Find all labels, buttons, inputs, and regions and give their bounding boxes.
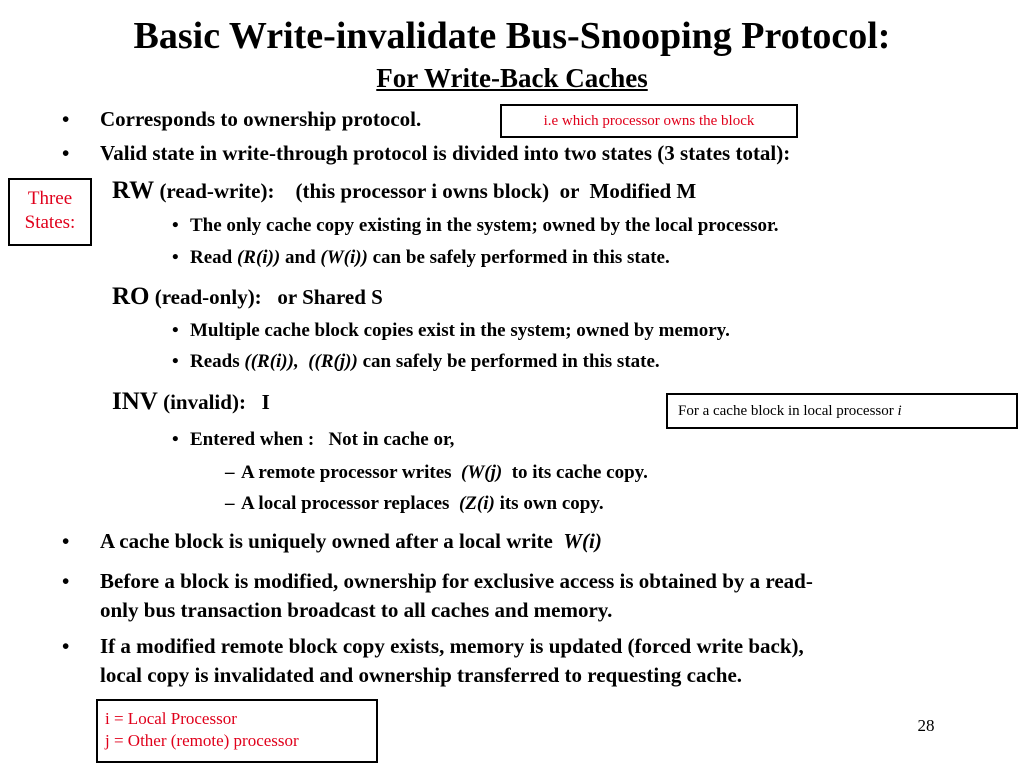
bullet-marker: • — [62, 634, 70, 658]
local-processor-note-box — [666, 393, 1018, 429]
state-inv-code: INV — [112, 388, 158, 415]
state-rw-code: RW — [112, 177, 155, 204]
state-inv — [112, 389, 270, 415]
state-inv-desc: (invalid): I — [157, 390, 270, 414]
text-run-italic: W(i) — [563, 529, 602, 553]
text-run: can safely be performed in this state. — [357, 351, 660, 372]
text-run: A cache block is uniquely owned after a local write — [100, 529, 564, 553]
bullet-marker: • — [172, 247, 179, 268]
text-run: Reads — [190, 351, 245, 372]
bullet-text — [100, 528, 602, 554]
state-rw — [112, 178, 696, 204]
bullet-text-line2: only bus transaction broadcast to all caches and memory. — [100, 598, 613, 622]
bullet-marker: • — [62, 529, 70, 553]
rw-sub-2-text — [190, 246, 670, 270]
legend-box — [96, 699, 378, 763]
text-run: can be safely performed in this state. — [367, 247, 670, 268]
text-run — [299, 351, 309, 372]
legend-line-i: i = Local Processor — [105, 709, 237, 728]
text-run-italic: ((R(i)), — [244, 351, 299, 372]
dash-marker: – — [225, 462, 235, 483]
bullet-text-line2: local copy is invalidated and ownership transferred to requesting cache. — [100, 663, 743, 687]
text-run-italic: (W(j) — [461, 462, 503, 483]
bullet-marker: • — [62, 141, 70, 165]
three-states-line1: Three — [27, 188, 73, 209]
rw-sub-1-text: The only cache copy existing in the system; owned by the local processor. — [190, 215, 779, 236]
text-run: Read — [190, 247, 237, 268]
state-rw-desc: (read-write): (this processor i owns block) or Modified M — [154, 179, 697, 203]
ownership-note-text: i.e which processor owns the block — [543, 113, 755, 129]
bullet-marker: • — [172, 429, 179, 450]
bullet-marker: • — [62, 107, 70, 131]
state-ro-desc: (read-only): or Shared S — [149, 285, 383, 309]
text-run: its own copy. — [494, 493, 604, 514]
text-run: A remote processor writes — [241, 462, 462, 483]
inv-dash-2-text — [241, 492, 604, 516]
text-run: A local processor replaces — [241, 493, 459, 514]
slide-subtitle: For Write-Back Caches — [376, 63, 648, 93]
text-run-italic: ((R(j)) — [308, 351, 358, 372]
text-run-italic: (R(i)) — [236, 247, 281, 268]
local-processor-note-text — [668, 395, 1016, 427]
inv-sub-1-text: Entered when : Not in cache or, — [190, 429, 455, 450]
text-run: For a cache block in local processor — [678, 403, 898, 419]
bullet-marker: • — [172, 215, 179, 236]
ownership-note-box — [500, 104, 798, 138]
three-states-box — [8, 178, 92, 246]
text-run-italic: (W(i)) — [320, 247, 368, 268]
slide-title: Basic Write-invalidate Bus-Snooping Protocol: — [133, 15, 891, 57]
text-run-italic: i — [897, 403, 902, 419]
bullet-text-line1: If a modified remote block copy exists, memory is updated (forced write back), — [100, 634, 804, 658]
state-ro — [112, 284, 383, 310]
bullet-marker: • — [62, 569, 70, 593]
bullet-text: Valid state in write-through protocol is divided into two states (3 states total): — [100, 141, 791, 165]
bullet-text: Corresponds to ownership protocol. — [100, 107, 422, 131]
ro-sub-1-text: Multiple cache block copies exist in the system; owned by memory. — [190, 320, 730, 341]
three-states-line2: States: — [24, 212, 76, 233]
ro-sub-2-text — [190, 350, 660, 374]
bullet-marker: • — [172, 351, 179, 372]
bullet-marker: • — [172, 320, 179, 341]
legend-line-j: j = Other (remote) processor — [105, 731, 299, 750]
text-run: to its cache copy. — [502, 462, 648, 483]
page-number: 28 — [917, 716, 935, 735]
text-run-italic: (Z(i) — [458, 493, 495, 514]
dash-marker: – — [225, 493, 235, 514]
bullet-text-line1: Before a block is modified, ownership for exclusive access is obtained by a read- — [100, 569, 813, 593]
text-run: and — [280, 247, 321, 268]
inv-dash-1-text — [241, 461, 648, 485]
state-ro-code: RO — [112, 283, 150, 310]
